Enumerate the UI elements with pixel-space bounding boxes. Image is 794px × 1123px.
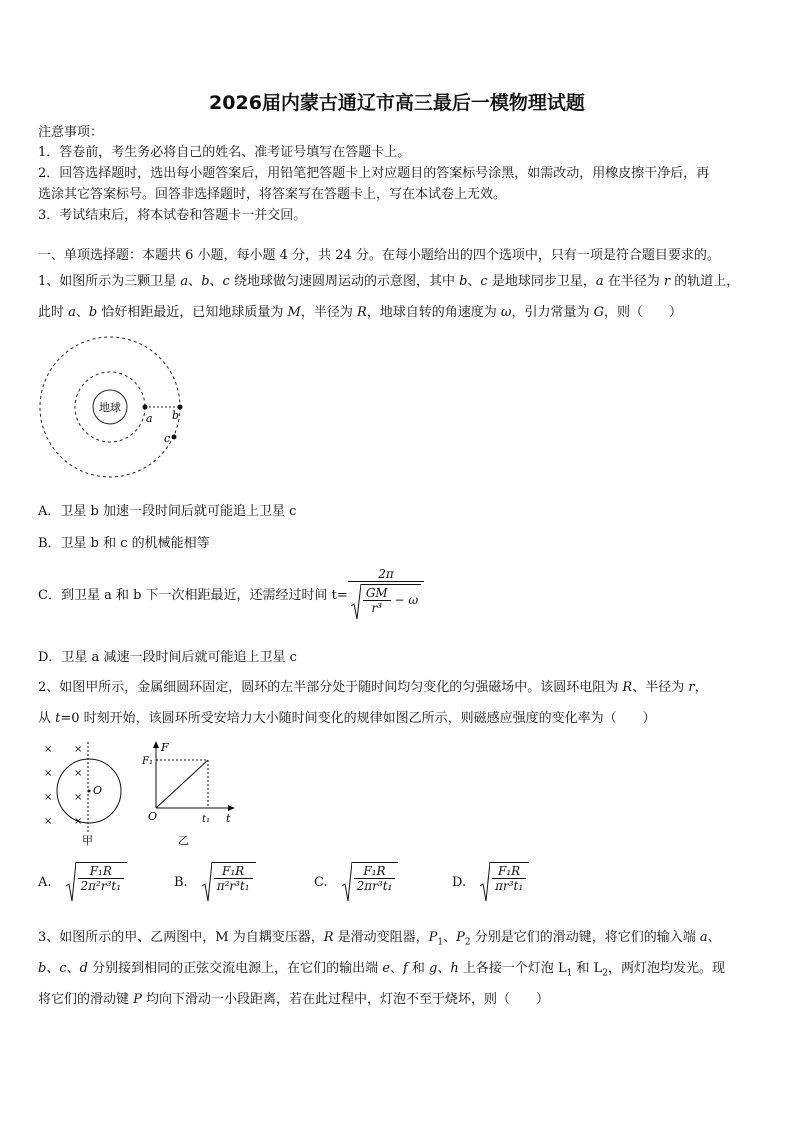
notice-item-2: 2．回答选择题时，选出每小题答案后，用铅笔把答题卡上对应题目的答案标号涂黑，如需改动，用橡皮擦干净后，再 xyxy=(38,166,710,181)
section-heading: 一、单项选择题：本题共 6 小题，每小题 4 分，共 24 分。在每小题给出的四个选项中，只有一项是符合题目要求的。 xyxy=(38,248,720,263)
q2-figure-jia xyxy=(40,738,130,850)
label-b: b xyxy=(172,409,180,422)
magnetic-field-crosses xyxy=(44,744,82,827)
gm-term: GM xyxy=(363,586,391,601)
q1-orbit-figure xyxy=(38,330,188,490)
origin-label: O xyxy=(148,810,158,823)
notice-item-3: 3．考试结束后，将本试卷和答题卡一并交回。 xyxy=(38,208,307,223)
figure-yi-label: 乙 xyxy=(178,834,189,847)
r3-term: r³ xyxy=(371,601,383,615)
svg-text:×: × xyxy=(74,792,83,803)
radical-sign xyxy=(66,862,76,902)
satellite-a xyxy=(143,405,148,410)
svg-text:×: × xyxy=(44,816,53,827)
force-line xyxy=(156,760,208,808)
q2-option-d: D. $\frac{\text{F₁R}}{\text{πr³t₁}}$ xyxy=(452,862,529,902)
q1-option-c-formula xyxy=(348,567,424,620)
q2-option-a: A. $\frac{\text{F₁R}}{\text{2π²r³t₁}}$ xyxy=(38,862,127,902)
q3-stem-line2: b、c、d 分别接到相同的正弦交流电源上，在它们的输出端 e、f 和 g、h 上各接一个灯泡 $L_1$ 和 $L_2$，两灯泡均发光。现 xyxy=(38,961,726,979)
svg-text:×: × xyxy=(44,792,53,803)
f-axis-arrow xyxy=(153,741,159,748)
q1-stem-line2: 此时 a、b 恰好相距最近，已知地球质量为 M，半径为 R，地球自转的角速度为 ω，引力常量为 G，则（ ） xyxy=(38,305,683,320)
q2-stem-line2: 从 t=0 时刻开始，该圆环所受安培力大小随时间变化的规律如图乙所示，则磁感应强度的变化率为（ ） xyxy=(38,711,656,726)
t-axis-arrow xyxy=(228,805,235,811)
radical-sign xyxy=(351,584,361,620)
figure-jia-label: 甲 xyxy=(82,834,93,847)
svg-text:×: × xyxy=(44,768,53,779)
radical-sign xyxy=(480,862,490,902)
q3-stem-line3: 将它们的滑动键 P 均向下滑动一小段距离，若在此过程中，灯泡不至于烧坏，则（ ） xyxy=(38,992,550,1007)
earth-label: 地球 xyxy=(99,401,121,414)
radical-sign xyxy=(342,862,352,902)
svg-text:×: × xyxy=(74,744,83,755)
f1-label: F₁ xyxy=(142,756,153,767)
minus-omega: − ω xyxy=(394,593,419,607)
q2-figure-yi xyxy=(140,738,240,850)
radical-sign xyxy=(202,862,212,902)
sqrt xyxy=(351,584,421,620)
svg-text:×: × xyxy=(44,744,53,755)
t1-label: t₁ xyxy=(202,814,211,825)
q1-option-c-text: C．到卫星 a 和 b 下一次相距最近，还需经过时间 t= xyxy=(38,588,348,603)
q1-option-c xyxy=(38,567,424,620)
satellite-c xyxy=(172,435,177,440)
q1-option-a: A．卫星 b 加速一段时间后就可能追上卫星 c xyxy=(38,504,297,519)
label-c: c xyxy=(164,432,171,445)
q2-option-b: B. $\frac{\text{F₁R}}{\text{π²r³t₁}}$ xyxy=(174,862,256,902)
f-axis-label: F xyxy=(161,741,169,754)
formula-numerator: 2π xyxy=(348,567,424,582)
q1-stem-line1: 1、如图所示为三颗卫星 a、b、c 绕地球做匀速圆周运动的示意图，其中 b、c 是地球同步卫星，a 在半径为 r 的轨道上， xyxy=(38,274,740,289)
center-label: O xyxy=(93,784,103,797)
ring-center xyxy=(88,790,91,793)
svg-text:×: × xyxy=(74,768,83,779)
notice-item-1: 1．答卷前，考生务必将自己的姓名、准考证号填写在答题卡上。 xyxy=(38,145,411,160)
q2-stem-line1: 2、如图甲所示，金属细圆环固定，圆环的左半部分处于随时间均匀变化的匀强磁场中。该圆环电阻为 R、半径为 r， xyxy=(38,680,708,695)
label-a: a xyxy=(146,412,153,425)
q3-stem-line1: 3、如图所示的甲、乙两图中，M 为自耦变压器，R 是滑动变阻器，$P_1$、$P_2$ 分别是它们的滑动键，将它们的输入端 a、 xyxy=(38,930,721,948)
q1-option-d: D．卫星 a 减速一段时间后就可能追上卫星 c xyxy=(38,650,297,665)
page-title: 2026届内蒙古通辽市高三最后一模物理试题 xyxy=(209,92,585,114)
q1-option-b: B．卫星 b 和 c 的机械能相等 xyxy=(38,536,210,551)
t-axis-label: t xyxy=(226,812,231,825)
q2-option-c: C. $\frac{\text{F₁R}}{\text{2πr³t₁}}$ xyxy=(314,862,398,902)
svg-text:×: × xyxy=(74,816,83,827)
notice-item-2-cont: 选涂其它答案标号。回答非选择题时，将答案写在答题卡上，写在本试卷上无效。 xyxy=(38,187,507,202)
notice-heading: 注意事项： xyxy=(38,125,104,140)
